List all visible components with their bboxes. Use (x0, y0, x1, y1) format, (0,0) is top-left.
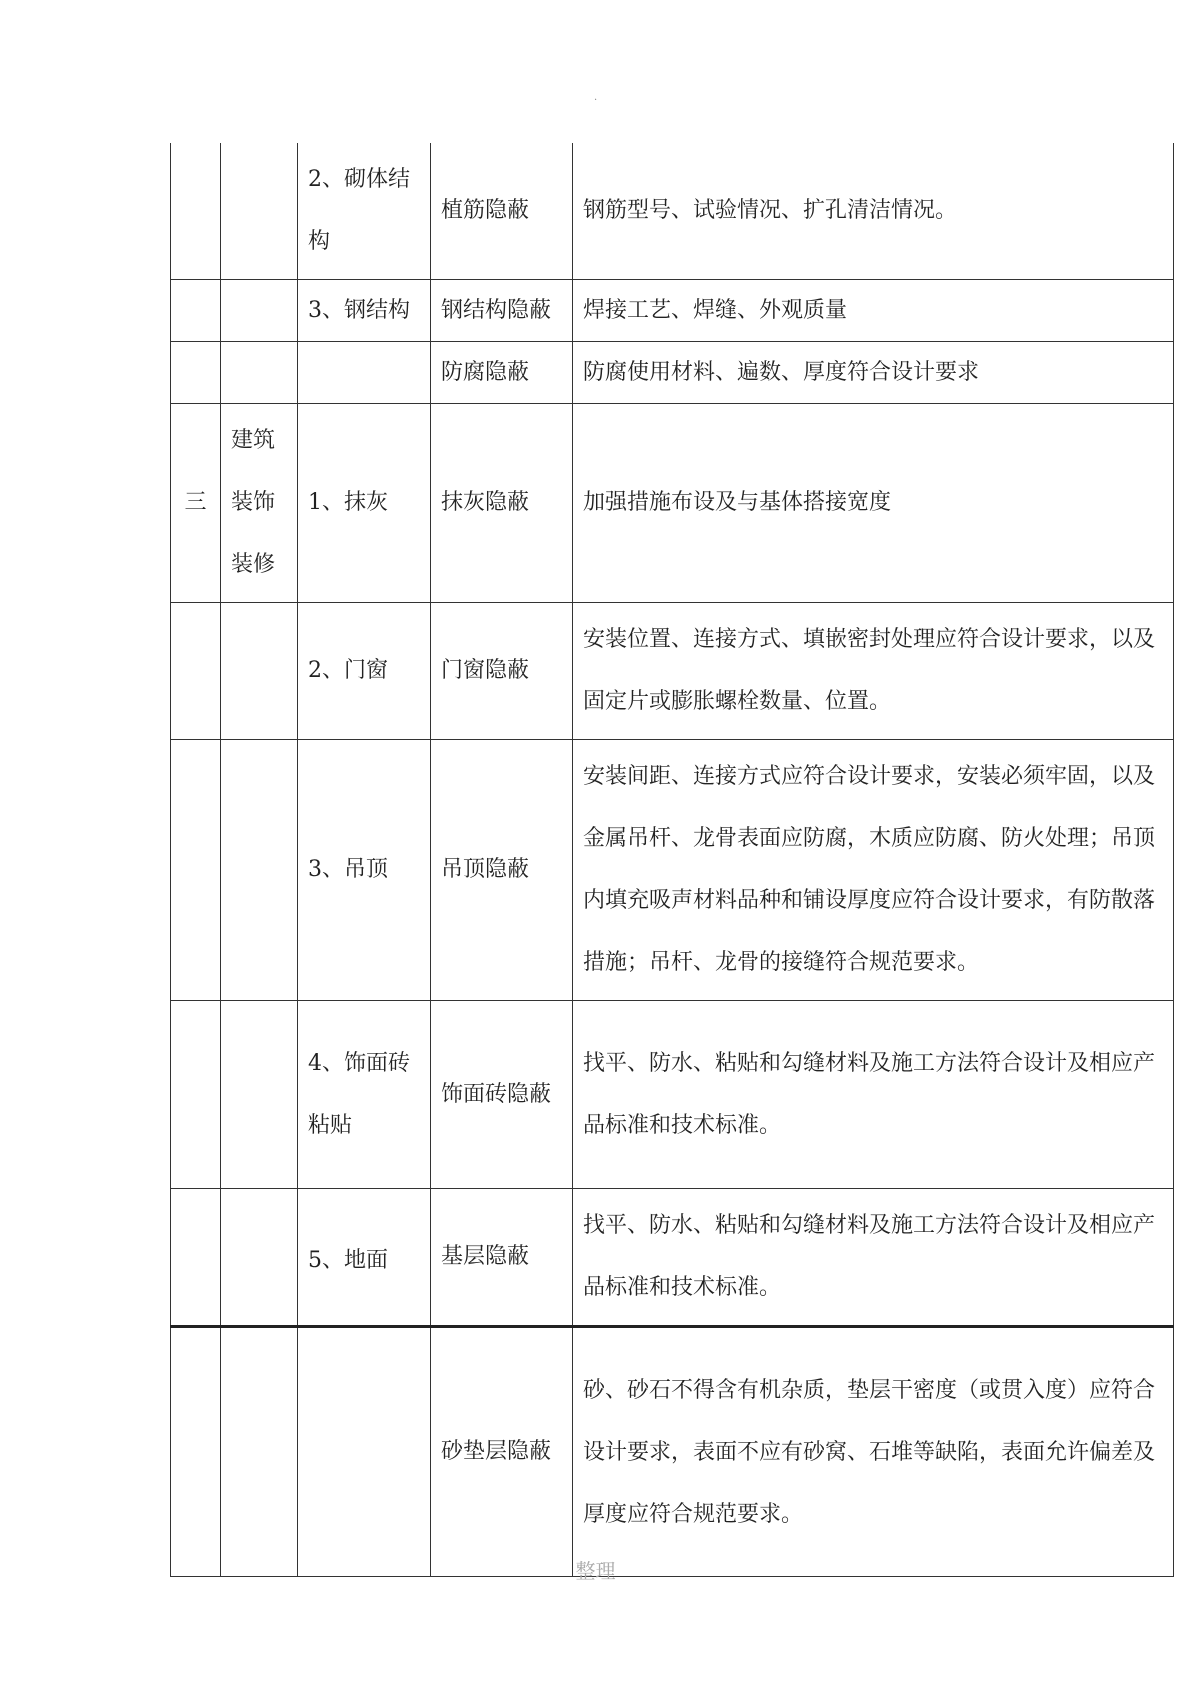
cell-index (171, 280, 221, 342)
cell-category (221, 740, 298, 1001)
inspection-table (170, 143, 1174, 1577)
cell-subitem: 3、钢结构 (298, 280, 431, 342)
cell-concealed-item: 饰面砖隐蔽 (431, 1001, 573, 1189)
cell-subitem: 3、吊顶 (298, 740, 431, 1001)
cell-index (171, 1327, 221, 1577)
cell-subitem (298, 342, 431, 404)
cell-subitem: 5、地面 (298, 1189, 431, 1327)
cell-requirement: 防腐使用材料、遍数、厚度符合设计要求 (573, 342, 1174, 404)
table-row (171, 404, 1174, 603)
cell-requirement: 安装间距、连接方式应符合设计要求，安装必须牢固，以及金属吊杆、龙骨表面应防腐，木质应防腐、防火处理；吊顶内填充吸声材料品种和铺设厚度应符合设计要求，有防散落措施；吊杆、龙骨的接缝符合规范要求。 (573, 740, 1174, 1001)
cell-category (221, 1327, 298, 1577)
cell-requirement: 焊接工艺、焊缝、外观质量 (573, 280, 1174, 342)
cell-requirement: 砂、砂石不得含有机杂质，垫层干密度（或贯入度）应符合设计要求，表面不应有砂窝、石堆等缺陷，表面允许偏差及厚度应符合规范要求。 (573, 1327, 1174, 1577)
table-row (171, 280, 1174, 342)
cell-category (221, 342, 298, 404)
table-row (171, 1327, 1174, 1577)
cell-requirement: 找平、防水、粘贴和勾缝材料及施工方法符合设计及相应产品标准和技术标准。 (573, 1001, 1174, 1189)
cell-category (221, 1001, 298, 1189)
cell-requirement: 加强措施布设及与基体搭接宽度 (573, 404, 1174, 603)
cell-concealed-item: 植筋隐蔽 (431, 143, 573, 280)
cell-concealed-item: 钢结构隐蔽 (431, 280, 573, 342)
cell-subitem (298, 1327, 431, 1577)
header-mark: . (594, 92, 598, 103)
cell-category (221, 603, 298, 740)
cell-requirement: 钢筋型号、试验情况、扩孔清洁情况。 (573, 143, 1174, 280)
table-row (171, 740, 1174, 1001)
cell-concealed-item: 防腐隐蔽 (431, 342, 573, 404)
cell-index: 三 (171, 404, 221, 603)
cell-concealed-item: 砂垫层隐蔽 (431, 1327, 573, 1577)
cell-index (171, 740, 221, 1001)
cell-index (171, 143, 221, 280)
cell-subitem: 2、门窗 (298, 603, 431, 740)
table-row (171, 143, 1174, 280)
table-row (171, 1001, 1174, 1189)
cell-category (221, 1189, 298, 1327)
cell-index (171, 342, 221, 404)
cell-requirement: 找平、防水、粘贴和勾缝材料及施工方法符合设计及相应产品标准和技术标准。 (573, 1189, 1174, 1327)
cell-category (221, 143, 298, 280)
table-row (171, 1189, 1174, 1327)
table-row (171, 342, 1174, 404)
cell-concealed-item: 抹灰隐蔽 (431, 404, 573, 603)
cell-index (171, 603, 221, 740)
cell-category: 建筑装饰装修 (221, 404, 298, 603)
cell-requirement: 安装位置、连接方式、填嵌密封处理应符合设计要求，以及固定片或膨胀螺栓数量、位置。 (573, 603, 1174, 740)
cell-concealed-item: 基层隐蔽 (431, 1189, 573, 1327)
cell-subitem: 2、砌体结构 (298, 143, 431, 280)
page-footer: 整理 (575, 1559, 616, 1583)
cell-category (221, 280, 298, 342)
cell-subitem: 4、饰面砖粘贴 (298, 1001, 431, 1189)
cell-concealed-item: 门窗隐蔽 (431, 603, 573, 740)
cell-index (171, 1001, 221, 1189)
cell-index (171, 1189, 221, 1327)
cell-subitem: 1、抹灰 (298, 404, 431, 603)
cell-concealed-item: 吊顶隐蔽 (431, 740, 573, 1001)
table-row (171, 603, 1174, 740)
